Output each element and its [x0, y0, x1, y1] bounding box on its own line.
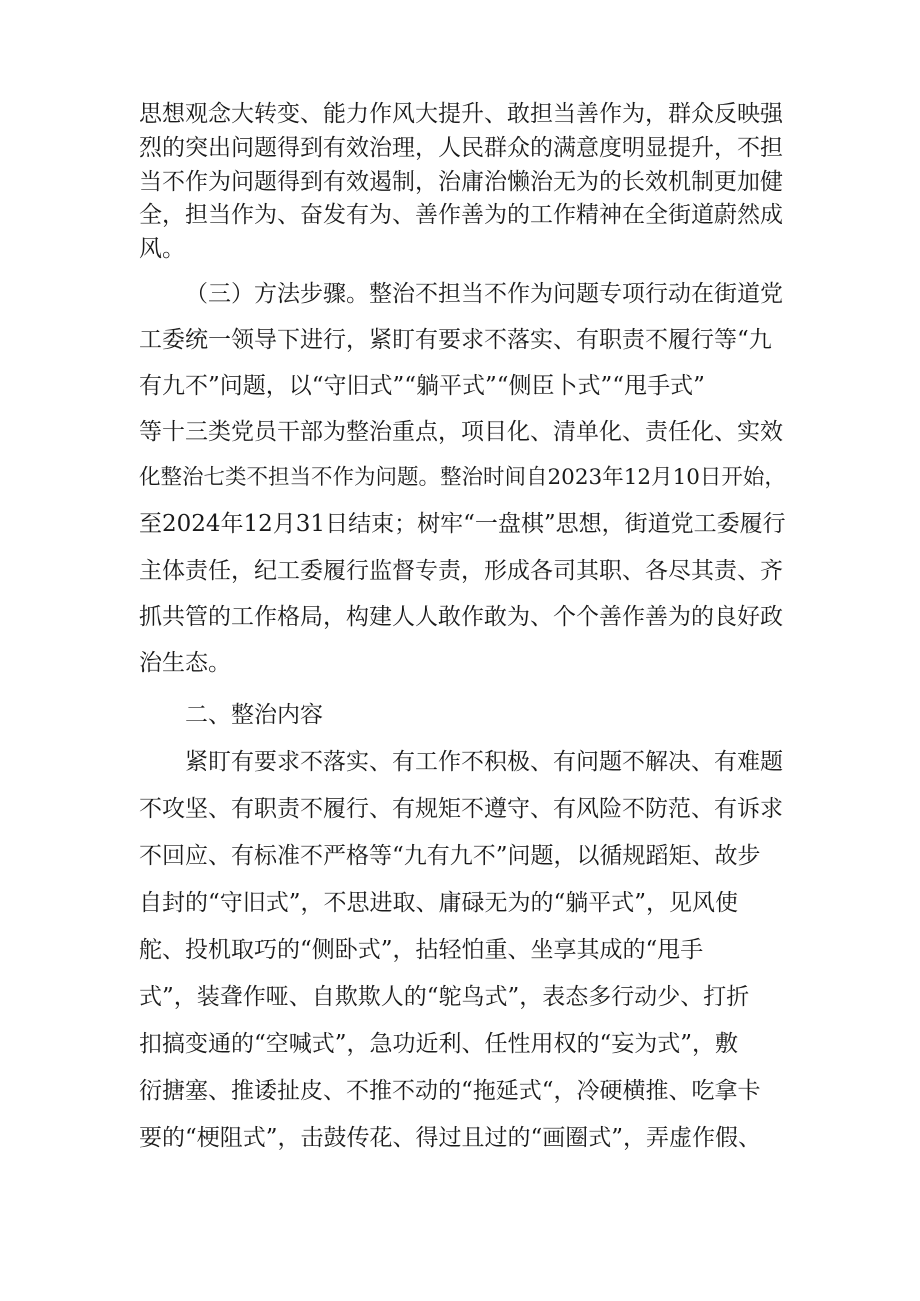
- paragraph-line: 不回应、有标准不严格等“九有九不”问题，以循规蹈矩、故步: [139, 843, 761, 869]
- paragraph-line: 衍搪塞、推诿扯皮、不推不动的“拖延式“，冷硬横推、吃拿卡: [139, 1078, 761, 1104]
- paragraph-line: 紧盯有要求不落实、有工作不积极、有问题不解决、有难题: [185, 749, 783, 775]
- paragraph-line: 主体责任，纪工委履行监督专责，形成各司其职、各尽其责、齐: [139, 558, 783, 584]
- paragraph-line: 不攻坚、有职责不履行、有规矩不遵守、有风险不防范、有诉求: [139, 796, 783, 822]
- paragraph-line: 抓共管的工作格局，构建人人敢作敢为、个个善作善为的良好政: [139, 604, 783, 630]
- paragraph-line: 舵、投机取巧的“侧卧式”，拈轻怕重、坐享其成的“甩手: [139, 937, 704, 963]
- paragraph-line: 化整治七类不担当不作为问题。整治时间自2023年12月10日开始，: [139, 465, 786, 490]
- section-heading-rectification-content: 二、整治内容: [185, 702, 323, 728]
- paragraph-line: 扣搞变通的“空喊式”，急功近利、任性用权的“妄为式”，敷: [139, 1031, 739, 1057]
- paragraph-line: 有九不”问题，以“守旧式”“躺平式”“侧臣卜式”“甩手式”: [139, 373, 705, 399]
- paragraph-line: 烈的突出问题得到有效治理，人民群众的满意度明显提升，不担: [139, 135, 783, 161]
- paragraph-line: 至2024年12月31日结束；树牢“一盘棋”思想，街道党工委履行: [139, 511, 786, 537]
- paragraph-line: 治生态。: [139, 650, 231, 676]
- paragraph-line: 风。: [139, 236, 185, 262]
- paragraph-line: 自封的“守旧式”，不思进取、庸碌无为的“躺平式”，见风使: [139, 890, 739, 916]
- paragraph-line: 全，担当作为、奋发有为、善作善为的工作精神在全街道蔚然成: [139, 202, 783, 228]
- paragraph-line: 工委统一领导下进行，紧盯有要求不落实、有职责不履行等“九: [139, 327, 772, 353]
- paragraph-line: 思想观念大转变、能力作风大提升、敢担当善作为，群众反映强: [139, 101, 783, 127]
- section-heading-method-steps: （三）方法步骤。整治不担当不作为问题专项行动在街道党: [185, 281, 783, 307]
- paragraph-line: 式”，装聋作哑、自欺欺人的“鸵鸟式”，表态多行动少、打折: [139, 984, 750, 1010]
- paragraph-line: 等十三类党员干部为整治重点，项目化、清单化、责任化、实效: [139, 419, 783, 445]
- paragraph-line: 要的“梗阻式”，击鼓传花、得过且过的“画圈式”，弄虚作假、: [139, 1125, 762, 1151]
- paragraph-line: 当不作为问题得到有效遏制，治庸治懒治无为的长效机制更加健: [139, 169, 783, 195]
